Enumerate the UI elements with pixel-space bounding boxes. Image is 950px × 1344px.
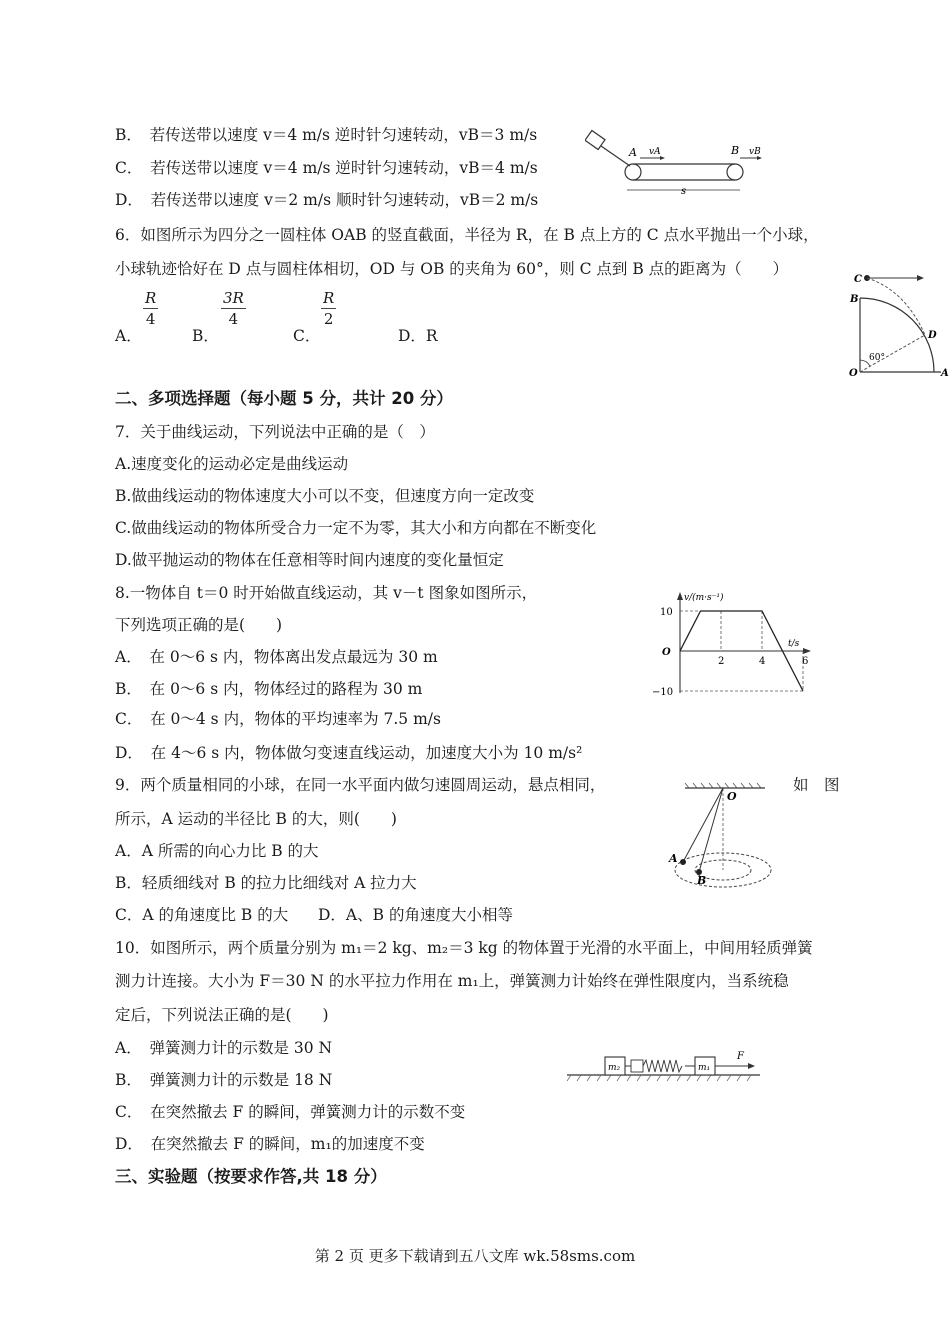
q8-stem-1: 8.一物体自 t＝0 时开始做直线运动，其 v－t 图象如图所示， [115,584,538,602]
q8-option-a: A． 在 0～6 s 内，物体离出发点最远为 30 m [115,648,438,666]
q5-option-c: C． 若传送带以速度 v＝4 m/s 逆时针匀速转动，vB＝4 m/s [115,159,538,177]
section-3-heading: 三、实验题（按要求作答,共 18 分） [115,1167,387,1186]
q6-option-a-label: A． [115,327,142,345]
label-s: s [681,186,687,197]
label-va: vA [649,147,661,157]
q9-option-a: A．A 所需的向心力比 B 的大 [115,842,319,860]
q5-option-b: B． 若传送带以速度 v＝4 m/s 逆时针匀速转动，vB＝3 m/s [115,126,538,144]
conveyor-belt-figure [585,128,770,203]
q6-line-2: 小球轨迹恰好在 D 点与圆柱体相切，OD 与 OB 的夹角为 60°，则 C 点到 B 点的距离为（ ） [115,260,789,278]
page-footer: 第 2 页 更多下载请到五八文库 wk.58sms.com [314,1247,636,1265]
q10-option-d: D． 在突然撤去 F 的瞬间，m₁的加速度不变 [115,1135,425,1153]
q6-option-c-numerator: R [323,289,335,307]
y-axis-arrow [677,592,683,600]
x-axis-arrow [803,648,811,654]
x-tick-6: 6 [802,656,809,667]
q6-option-a-fraction [143,288,158,329]
x-tick-2: 2 [718,656,725,667]
q10-option-a: A． 弹簧测力计的示数是 30 N [115,1039,333,1057]
q9-option-c: C．A 的角速度比 B 的大 [115,906,289,924]
q7-option-b: B.做曲线运动的物体速度大小可以不变，但速度方向一定改变 [115,487,535,505]
quarter-cylinder-figure [845,270,950,380]
q9-stem-1: 9．两个质量相同的小球，在同一水平面内做匀速圆周运动，悬点相同， [115,776,606,794]
x-axis-label: t/s [788,639,800,649]
q6-line-1: 6．如图所示为四分之一圆柱体 OAB 的竖直截面，半径为 R，在 B 点上方的 C 点水平抛出一个小球， [115,226,819,244]
label-angle: 60° [869,353,885,363]
q10-option-c: C． 在突然撤去 F 的瞬间，弹簧测力计的示数不变 [115,1103,466,1121]
q7-option-c: C.做曲线运动的物体所受合力一定不为零，其大小和方向都在不断变化 [115,519,597,537]
q9-option-d: D．A、B 的角速度大小相等 [318,906,513,924]
label-d: D [928,330,937,341]
q6-option-b-label: B． [192,327,219,345]
vt-chart [650,588,820,703]
label-f: F [737,1051,744,1062]
q6-option-a-numerator: R [145,289,157,307]
q8-option-c: C． 在 0～4 s 内，物体的平均速率为 7.5 m/s [115,710,441,728]
q7-option-d: D.做平抛运动的物体在任意相等时间内速度的变化量恒定 [115,551,504,569]
conical-pendulum-figure [665,780,795,905]
q6-option-d: D．R [398,327,438,345]
q6-option-b-denominator: 4 [228,310,239,328]
origin-label: O [662,647,671,658]
q9-option-b: B．轻质细线对 B 的拉力比细线对 A 拉力大 [115,874,417,892]
q6-option-c-fraction [321,288,336,329]
label-m1: m₁ [698,1063,711,1073]
q8-stem-2: 下列选项正确的是( ) [115,616,283,634]
label-m2: m₂ [608,1063,621,1073]
q10-option-b: B． 弹簧测力计的示数是 18 N [115,1071,333,1089]
q6-option-a-denominator: 4 [145,310,156,328]
x-tick-4: 4 [759,656,766,667]
q6-option-c-label: C． [293,327,321,345]
label-a: A [941,368,949,379]
q5-option-d: D． 若传送带以速度 v＝2 m/s 顺时针匀速转动，vB＝2 m/s [115,191,539,209]
y-tick-neg10: −10 [652,687,674,698]
q8-option-d: D． 在 4～6 s 内，物体做匀变速直线运动，加速度大小为 10 m/s² [115,744,583,762]
y-tick-10: 10 [660,607,673,618]
q9-stem-2: 所示，A 运动的半径比 B 的大，则( ) [115,810,397,828]
q6-option-b-fraction [221,288,246,329]
label-o: O [849,368,858,379]
q9-stem-1-tail: 如 图 [793,776,840,794]
q7-option-a: A.速度变化的运动必定是曲线运动 [115,455,349,473]
label-b: B [731,144,740,157]
q8-option-b: B． 在 0～6 s 内，物体经过的路程为 30 m [115,680,423,698]
label-o: O [727,790,737,803]
label-b: B [850,294,859,305]
spring-scale-figure [565,1045,765,1085]
q7-stem: 7．关于曲线运动，下列说法中正确的是（ ） [115,423,435,441]
q6-option-b-numerator: 3R [223,289,244,307]
label-vb: vB [749,147,761,157]
q10-line-2: 测力计连接。大小为 F＝30 N 的水平拉力作用在 m₁上，弹簧测力计始终在弹性限度内，当系统稳 [115,972,789,990]
label-b: B [697,874,707,887]
q10-line-1: 10．如图所示，两个质量分别为 m₁＝2 kg、m₂＝3 kg 的物体置于光滑的水平面上，中间用轻质弹簧 [115,939,813,957]
q6-option-c-denominator: 2 [323,310,334,328]
label-a: A [629,146,637,159]
q10-line-3: 定后，下列说法正确的是( ) [115,1006,329,1024]
label-a: A [669,852,678,865]
y-axis-label: v/(m·s⁻¹) [684,593,724,603]
section-2-heading: 二、多项选择题（每小题 5 分，共计 20 分） [115,389,453,408]
label-c: C [854,274,862,285]
